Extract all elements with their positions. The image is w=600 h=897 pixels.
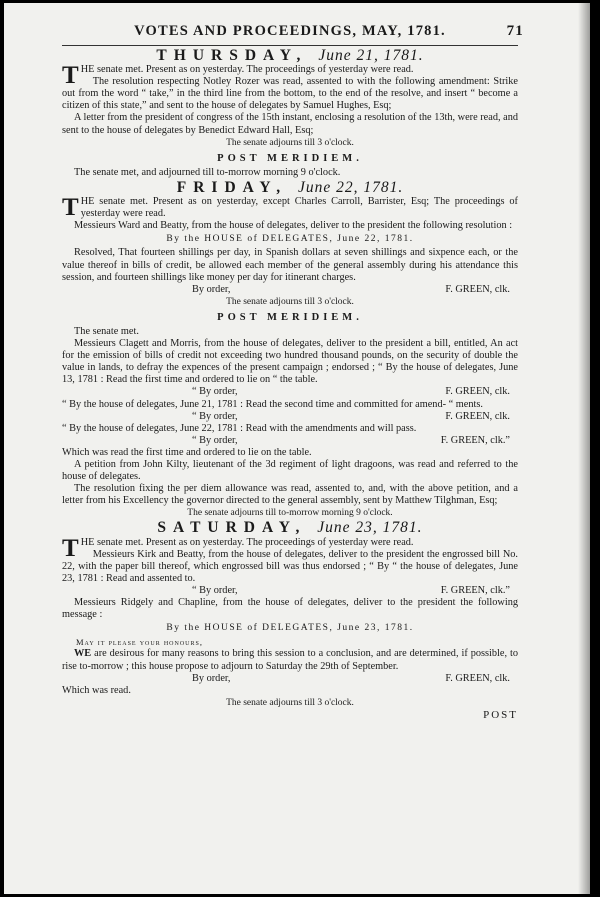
clerk-name: F. GREEN, clk. [445,386,510,398]
friday-signature [62,284,518,296]
saturday-text-4: are desirous for many reasons to bring this session to a conclusion, and are determined, if possible, to rise to-morrow ; this house propose to adjourn to Saturday the 29th of September. [62,648,518,672]
thursday-para-3: A letter from the president of congress of the 15th instant, enclosing a resolution of the 13th, were read, and sent to the house of delegates by Benedict Edward Hall, Esq; [62,112,518,136]
friday-pm-para-4: “ By the house of delegates, June 22, 1781 : Read with the amendments and will pass. [62,422,417,434]
friday-pm-para-7: The resolution fixing the per diem allowance was read, assented to, and, with the above petition, and a letter from his Excellency the governor directed to the general assembly, sent by Matthew Tilghman, Esq; [62,483,518,507]
initial-word: WE [74,648,92,660]
friday-para-1 [62,196,518,220]
friday-pm-adjourn: The senate adjourns till to-morrow morning 9 o'clock. [187,508,393,519]
friday-heading [62,178,518,196]
by-order: “ By order, [192,386,238,398]
by-order: “ By order, [192,584,238,596]
saturday-day: SATURDAY, [157,519,307,537]
thursday-para-2: The resolution respecting Notley Rozer was read, assented to with the following amendment: Strike out from the word “ take,” in the third line from the bottom, to the end of the resolve, and insert “ become a citizen of this state,” and sent to the house of delegates by Samuel Hughes, Esq; [62,76,518,112]
thursday-day: THURSDAY, [156,47,308,64]
saturday-adjourn: The senate adjourns till 3 o'clock. [226,697,354,708]
saturday-by-house: By the HOUSE of DELEGATES, June 23, 1781. [166,623,414,634]
friday-pm-para-1: The senate met. [74,325,139,337]
page-edge-shadow [578,3,590,894]
thursday-date: June 21, 1781. [318,47,424,64]
saturday-para-1 [62,534,518,562]
saturday-para-2: Messieurs Kirk and Beatty, from the house of delegates, deliver to the president the engrossed bill No. 22, with the paper bill thereof, which engrossed bill was thus endorsed ; “ By “ the house of delegates, June 23, 1781 : Read and assented to. [62,548,518,584]
dropcap: T [62,194,79,222]
friday-pm-para-5: Which was read the first time and ordered to lie on the table. [62,446,312,458]
running-head-title: VOTES AND PROCEEDINGS, MAY, 1781. [134,23,446,39]
friday-text-1: HE senate met. Present as on yesterday, except Charles Carroll, Barrister, Esq; The proceedings of yesterday were read. [80,196,518,220]
clerk-name: F. GREEN, clk.” [440,584,510,596]
thursday-pm-text: The senate met, and adjourned till to-morrow morning 9 o'clock. [74,166,341,178]
friday-pm-signature-3 [62,435,518,447]
friday-resolved: Resolved, That fourteen shillings per day, in Spanish dollars at seven shillings and sixpence each, or the value thereof in bills of credit, be allowed each member of the general assembly during his attendance this session, and fourteen shillings like money per day for itinerant charges. [62,247,518,283]
friday-pm-para-3: “ By the house of delegates, June 21, 1781 : Read the second time and committed for amend- “ ments. [62,398,483,410]
friday-date: June 22, 1781. [297,178,404,196]
saturday-signature-1 [62,585,518,597]
head-rule [62,45,518,46]
saturday-para-5: Which was read. [62,684,131,696]
saturday-date: June 23, 1781. [317,519,423,537]
friday-para-2: Messieurs Ward and Beatty, from the house of delegates, deliver to the president the following resolution : [74,220,513,232]
friday-pm-para-6: A petition from John Kilty, lieutenant of the 3d regiment of light dragoons, was read and referred to the house of delegates. [62,459,518,483]
page-content [62,23,524,721]
friday-day: FRIDAY, [176,178,288,196]
clerk-name: F. GREEN, clk. [445,672,510,684]
saturday-signature-2 [62,673,518,685]
saturday-heading [62,519,518,537]
document-page [4,3,590,894]
clerk-name: F. GREEN, clk. [445,410,510,422]
friday-adjourn: The senate adjourns till 3 o'clock. [226,296,354,307]
friday-by-house: By the HOUSE of DELEGATES, June 22, 1781. [166,234,414,245]
saturday-honours: May it please your honours, [76,637,203,648]
catchword: POST [483,708,518,721]
dropcap: T [62,62,79,90]
dropcap: T [62,534,79,562]
friday-pm-heading: POST MERIDIEM. [217,311,363,323]
thursday-para-1 [62,62,518,90]
thursday-adjourn: The senate adjourns till 3 o'clock. [226,137,354,148]
saturday-text-1: HE senate met. Present as on yesterday. The proceedings of yesterday were read. [80,536,414,548]
thursday-heading [62,47,518,64]
friday-pm-para-2: Messieurs Clagett and Morris, from the house of delegates, deliver to the president a bill, entitled, An act for the emission of bills of credit not exceeding two hundred thousand pounds, on the security of double the value in lands, to defray the expences of the present campaign ; endorsed ; “ By the house of delegates, June 13, 1781 : Read the first time and ordered to lie on “ the table. [62,338,518,386]
clerk-name: F. GREEN, clk.” [440,434,510,446]
thursday-pm-heading: POST MERIDIEM. [217,152,363,164]
by-order: “ By order, [192,410,238,422]
clerk-name: F. GREEN, clk. [445,283,510,295]
saturday-para-3: Messieurs Ridgely and Chapline, from the house of delegates, deliver to the president the following message : [62,597,518,621]
by-order: By order, [192,283,231,295]
by-order: By order, [192,672,231,684]
by-order: “ By order, [192,434,238,446]
thursday-text-1: HE senate met. Present as on yesterday. The proceedings of yesterday were read. [80,64,414,76]
page-number: 71 [506,23,524,39]
friday-pm-signature-1 [62,386,518,398]
saturday-para-4 [62,648,518,672]
running-head [62,23,524,43]
friday-pm-signature-2 [62,411,518,423]
